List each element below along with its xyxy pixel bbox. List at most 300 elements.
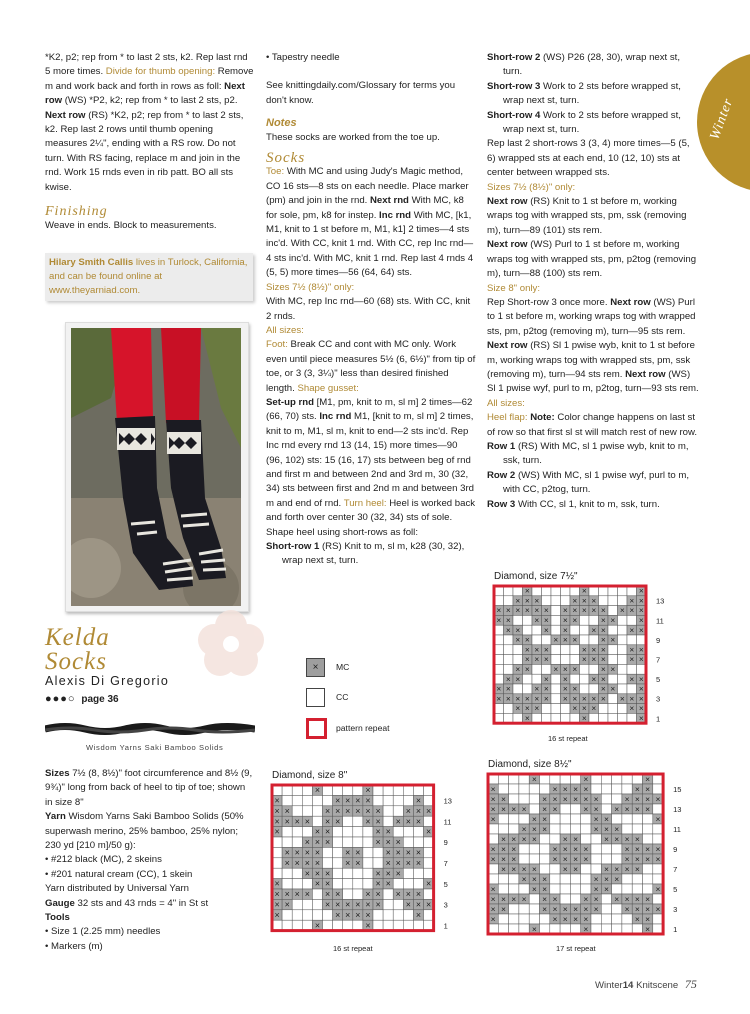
bio-box <box>45 253 253 301</box>
chart-cell-mark: × <box>490 803 496 814</box>
chart-cell <box>540 854 550 864</box>
chart-cell-mark: × <box>500 853 506 864</box>
chart-cell <box>601 784 611 794</box>
chart-cell-mark: × <box>591 673 597 684</box>
chart-cell-mark: × <box>521 863 527 874</box>
chart-cell-mark: × <box>583 803 589 814</box>
chart-cell-mark: × <box>515 605 521 616</box>
chart-cell-mark: × <box>542 813 548 824</box>
chart-cell <box>373 910 383 920</box>
chart-cell-mark: × <box>543 615 549 626</box>
chart-cell-mark: × <box>531 823 537 834</box>
column-3: Short-row 2 (WS) P26 (28, 30), wrap next st, turn. Short-row 3 Work to 2 sts before wrapped st, wrap next st, turn. Short-row 4 Work to 2 sts before wrapped st, wrap next st, turn. Rep last 2 short-rows 3 (3, 4) more times—5 (5, 6) wrapped sts at each end, 10 (12, 10) sts at center between wrapped sts. Sizes 7½ (8½)" only: Next row (RS) Knit to 1 st before m, working wraps tog with wrapped sts, pm, ssk (removing m), turn—89 (101) sts rem. Next row (WS) Purl to 1 st before m, working wraps tog with wrapped sts, pm, p2tog (removing m), turn—88 (100) sts rem. Size 8" only: Rep Short-row 3 once more. Next row (WS) Purl to 1 st before m, working wraps tog with wrapped sts, pm, p2tog (removing m), turn—95 sts rem. Next row (RS) Sl 1 pwise wyb, knit to 1 st before m, working wraps tog with wrapped sts, pm, ssk (removing m), turn—94 sts rem. Next row (WS) Sl 1 pwise wyf, purl to m, p2tog, turn—93 sts rem. All sizes: Heel flap: Note: Color change happens on last st of row so that first sl st will match rest of new row. Row 1 (RS) With MC, sl 1 pwise wyb, knit to m, ssk, turn. Row 2 (WS) With MC, sl 1 pwise wyf, purl to m, with CC, p2tog, turn. Row 3 With CC, sl 1, knit to m, ssk, turn. <box>487 52 699 510</box>
chart-cell <box>622 814 632 824</box>
chart-cell <box>333 837 343 847</box>
chart-cell-mark: × <box>591 595 597 606</box>
chart-cell <box>509 784 519 794</box>
chart-cell <box>653 914 663 924</box>
chart-cell <box>509 824 519 834</box>
chart-cell-mark: × <box>593 803 599 814</box>
chart-cell <box>589 615 599 625</box>
chart-cell <box>653 784 663 794</box>
chart-cell <box>383 806 393 816</box>
chart-cell <box>540 864 550 874</box>
chart-cell-mark: × <box>634 893 640 904</box>
season-tab <box>697 52 750 192</box>
chart-cell-mark: × <box>638 624 644 635</box>
chart-cell <box>529 784 539 794</box>
chart-cell-mark: × <box>552 783 558 794</box>
chart-cell-mark: × <box>614 803 620 814</box>
chart-cell <box>413 827 423 837</box>
chart-cell <box>643 864 653 874</box>
chart-cell-mark: × <box>534 693 540 704</box>
chart-cell <box>302 795 312 805</box>
chart-cell <box>513 645 523 655</box>
chart-cell-mark: × <box>619 693 625 704</box>
chart-cell-mark: × <box>314 837 321 848</box>
chart-cell <box>282 837 292 847</box>
chart-cell <box>353 879 363 889</box>
chart-cell-mark: × <box>553 634 559 645</box>
chart-cell <box>312 889 322 899</box>
chart-cell <box>343 879 353 889</box>
socks-heading: Socks <box>266 150 306 167</box>
chart-cell <box>424 858 434 868</box>
chart-cell-mark: × <box>638 654 644 665</box>
chart-cell-mark: × <box>531 923 537 934</box>
chart-cell-mark: × <box>335 899 341 910</box>
chart-cell-mark: × <box>314 857 321 868</box>
chart-cell-mark: × <box>415 909 422 920</box>
chart-cell <box>302 910 312 920</box>
chart-cell-mark: × <box>645 843 651 854</box>
chart-cell <box>532 674 542 684</box>
chart-cell-mark: × <box>593 813 599 824</box>
chart-cell <box>363 847 373 857</box>
chart-cell <box>413 868 423 878</box>
chart-cell-mark: × <box>583 843 589 854</box>
chart-cell-mark: × <box>645 803 651 814</box>
finishing-text: Weave in ends. Block to measurements. <box>45 220 217 232</box>
chart-cell-mark: × <box>624 863 630 874</box>
chart-cell <box>509 794 519 804</box>
chart-cell <box>632 814 642 824</box>
chart-cell-mark: × <box>624 853 630 864</box>
chart-cell <box>509 914 519 924</box>
chart-cell <box>292 920 302 930</box>
chart-cell-mark: × <box>490 893 496 904</box>
chart-cell-mark: × <box>375 868 381 879</box>
chart-cell <box>570 884 580 894</box>
chart-cell <box>519 794 529 804</box>
chart-cell-mark: × <box>294 816 300 827</box>
chart-cell-mark: × <box>629 595 635 606</box>
chart-cell-mark: × <box>645 923 651 934</box>
chart-cell-mark: × <box>655 793 661 804</box>
chart-cell <box>523 625 533 635</box>
chart-cell <box>601 854 611 864</box>
chart-cell-mark: × <box>395 857 401 868</box>
chart-cell-mark: × <box>624 793 630 804</box>
chart-cell-mark: × <box>638 605 644 616</box>
chart-cell <box>532 635 542 645</box>
chart-cell <box>383 785 393 795</box>
chart-cell <box>272 837 282 847</box>
chart-cell-mark: × <box>562 903 568 914</box>
chart-cell-mark: × <box>624 903 630 914</box>
chart-cell-mark: × <box>552 853 558 864</box>
chart-cell <box>618 596 628 606</box>
chart-cell-mark: × <box>385 826 391 837</box>
chart-cell-mark: × <box>600 654 606 665</box>
chart-cell <box>504 645 514 655</box>
chart-cell <box>551 625 561 635</box>
chart-cell <box>488 824 498 834</box>
chart-cell <box>353 889 363 899</box>
chart-cell-mark: × <box>515 664 521 675</box>
chart-cell-mark: × <box>345 899 351 910</box>
materials: Sizes 7½ (8, 8½)" foot circumference and 8½ (9, 9¾)" long from back of heel to tip of toe; shown in size 8" Yarn Wisdom Yarns Saki Bamboo Solids (50% superwash merino, 25% bamboo, 25% nylon; 230 yd [210 m]/50 g): • #212 black (MC), 2 skeins • #201 natural cream (CC), 1 skein Yarn distributed by Universal Yarn Gauge 32 sts and 43 rnds = 4" in St st Tools • Size 1 (2.25 mm) needles • Markers (m) <box>45 768 253 952</box>
chart-cell-mark: × <box>304 847 310 858</box>
chart-cell-mark: × <box>496 615 502 626</box>
intro-paragraph: *K2, p2; rep from * to last 2 sts, k2. Rep last rnd 5 more times. Divide for thumb opening: Remove m and work back and forth in rows as foll: Next row (WS) *P2, k2; rep from * to last 2 sts, p2. Next row (RS) *K2, p2; rep from * to last 2 sts, k2. Rep last 2 rows until thumb opening measures 2¼", ending with a RS row. Do not turn. With RS facing, replace m and join in the rnd. Work 15 rnds even in rib patt. BO all sts kwise. <box>45 52 254 193</box>
chart-cell-mark: × <box>534 644 540 655</box>
chart-cell <box>622 914 632 924</box>
chart-cell-mark: × <box>534 654 540 665</box>
chart-cell-mark: × <box>415 847 422 858</box>
chart-cell <box>542 596 552 606</box>
chart-cell-mark: × <box>624 843 630 854</box>
chart-cell-mark: × <box>600 624 606 635</box>
chart-cell <box>627 664 637 674</box>
chart-cell-mark: × <box>314 878 321 889</box>
chart-cell <box>532 625 542 635</box>
chart-cell <box>373 920 383 930</box>
chart-cell-mark: × <box>543 693 549 704</box>
chart-cell <box>498 914 508 924</box>
chart-cell-mark: × <box>335 816 341 827</box>
chart-cell-mark: × <box>405 857 411 868</box>
chart-cell-mark: × <box>521 803 527 814</box>
chart-cell-mark: × <box>500 843 506 854</box>
chart-cell <box>509 904 519 914</box>
chart-cell-mark: × <box>645 773 651 784</box>
chart-cell <box>282 879 292 889</box>
chart-cell <box>551 674 561 684</box>
sock-photo <box>71 328 241 606</box>
chart-cell-mark: × <box>405 816 411 827</box>
chart-cell-mark: × <box>345 857 351 868</box>
chart-cell-mark: × <box>314 826 321 837</box>
chart-cell-mark: × <box>496 605 502 616</box>
chart-cell <box>403 827 413 837</box>
chart-cell-mark: × <box>600 664 606 675</box>
chart-cell-mark: × <box>534 683 540 694</box>
chart-cell <box>323 858 333 868</box>
chart-cell <box>519 884 529 894</box>
chart-cell <box>353 816 363 826</box>
chart-cell-mark: × <box>531 883 537 894</box>
chart-cell <box>413 837 423 847</box>
chart-cell <box>540 834 550 844</box>
chart-cell <box>570 674 580 684</box>
chart-cell <box>393 910 403 920</box>
chart-cell-mark: × <box>591 654 597 665</box>
chart-cell-mark: × <box>515 624 521 635</box>
chart-cell <box>618 615 628 625</box>
chart-cell-mark: × <box>638 713 644 724</box>
chart-cell-mark: × <box>562 913 568 924</box>
chart-cell <box>589 635 599 645</box>
chart-cell <box>498 874 508 884</box>
chart-cell <box>560 894 570 904</box>
chart-cell-mark: × <box>490 903 496 914</box>
chart-cell-mark: × <box>515 634 521 645</box>
chart-cell-mark: × <box>274 795 280 806</box>
chart-cell-mark: × <box>552 893 558 904</box>
chart-cell <box>618 645 628 655</box>
chart-cell <box>608 596 618 606</box>
chart-cell-mark: × <box>324 826 331 837</box>
chart-cell <box>292 879 302 889</box>
chart-cell <box>424 868 434 878</box>
chart-cell <box>302 879 312 889</box>
chart-cell <box>618 664 628 674</box>
chart-cell-mark: × <box>324 805 331 816</box>
chart-cell-mark: × <box>603 883 609 894</box>
flower-decoration <box>186 598 276 688</box>
chart-cell <box>312 910 322 920</box>
chart-cell-mark: × <box>355 857 361 868</box>
chart-cell <box>343 827 353 837</box>
chart-cell-mark: × <box>521 823 527 834</box>
chart-cell-mark: × <box>415 899 422 910</box>
chart-cell <box>632 874 642 884</box>
chart-cell <box>643 834 653 844</box>
chart-cell <box>363 858 373 868</box>
chart-cell-mark: × <box>600 693 606 704</box>
chart-cell-mark: × <box>314 847 321 858</box>
chart-cell-mark: × <box>511 833 517 844</box>
chart-cell-mark: × <box>638 673 644 684</box>
chart-cell <box>519 914 529 924</box>
chart-row-label: 5 <box>443 879 448 889</box>
chart-cell-mark: × <box>314 920 321 931</box>
chart-cell <box>509 814 519 824</box>
chart-cell-mark: × <box>593 823 599 834</box>
chart-cell <box>601 804 611 814</box>
difficulty-rating <box>45 692 119 707</box>
chart-cell <box>618 635 628 645</box>
chart-diamond-8-5 <box>486 772 698 938</box>
chart-cell-mark: × <box>511 853 517 864</box>
chart-cell <box>282 910 292 920</box>
chart-cell-mark: × <box>425 826 432 837</box>
chart-cell-mark: × <box>634 833 640 844</box>
chart-cell <box>643 824 653 834</box>
chart-cell <box>643 814 653 824</box>
chart-cell-mark: × <box>294 889 300 900</box>
chart-cell <box>580 664 590 674</box>
chart-cell-mark: × <box>603 873 609 884</box>
chart-cell-mark: × <box>542 803 548 814</box>
chart-cell-mark: × <box>614 893 620 904</box>
page-reference[interactable]: page 36 <box>81 694 119 705</box>
chart-cell <box>632 884 642 894</box>
chart-cell <box>323 785 333 795</box>
chart-cell-mark: × <box>515 703 521 714</box>
chart-cell <box>333 785 343 795</box>
chart-cell <box>570 874 580 884</box>
chart-cell-mark: × <box>304 816 310 827</box>
chart-cell-mark: × <box>581 693 587 704</box>
chart-cell <box>312 899 322 909</box>
chart-cell-mark: × <box>562 863 568 874</box>
chart-cell <box>529 854 539 864</box>
chart-cell <box>353 868 363 878</box>
chart-cell <box>363 879 373 889</box>
chart-cell <box>561 704 571 714</box>
chart-cell-mark: × <box>500 863 506 874</box>
chart-cell-mark: × <box>505 624 511 635</box>
chart-cell <box>570 814 580 824</box>
chart-cell <box>523 615 533 625</box>
chart-cell <box>570 804 580 814</box>
chart-cell <box>282 795 292 805</box>
chart-cell-mark: × <box>405 889 411 900</box>
chart-cell <box>618 704 628 714</box>
difficulty-dots: ●●●○ <box>45 693 76 705</box>
chart-row-label: 1 <box>443 921 448 931</box>
chart-cell-mark: × <box>655 853 661 864</box>
chart-cell <box>403 910 413 920</box>
chart-cell <box>403 785 413 795</box>
chart-cell-mark: × <box>562 783 568 794</box>
chart-cell-mark: × <box>521 893 527 904</box>
chart-cell <box>612 914 622 924</box>
chart-cell <box>383 816 393 826</box>
chart-1-repeat: 16 st repeat <box>548 734 588 743</box>
chart-cell-mark: × <box>335 805 341 816</box>
chart-cell-mark: × <box>490 853 496 864</box>
legend-mc: × MC <box>306 656 426 684</box>
chart-cell <box>363 837 373 847</box>
chart-cell <box>570 655 580 665</box>
chart-cell-mark: × <box>634 903 640 914</box>
chart-cell-mark: × <box>562 664 568 675</box>
chart-cell-mark: × <box>274 878 280 889</box>
chart-cell-mark: × <box>583 773 589 784</box>
chart-cell-mark: × <box>505 605 511 616</box>
chart-cell <box>653 894 663 904</box>
chart-cell-mark: × <box>634 793 640 804</box>
chart-cell <box>612 784 622 794</box>
chart-cell <box>488 874 498 884</box>
chart-cell-mark: × <box>375 816 381 827</box>
chart-cell <box>424 847 434 857</box>
chart-cell <box>550 874 560 884</box>
chart-cell-mark: × <box>655 813 661 824</box>
chart-cell-mark: × <box>425 899 432 910</box>
chart-cell-mark: × <box>572 683 578 694</box>
legend-repeat: pattern repeat <box>306 716 426 744</box>
chart-row-label: 15 <box>673 785 682 794</box>
chart-cell-mark: × <box>573 843 579 854</box>
chart-cell <box>292 837 302 847</box>
chart-cell-mark: × <box>274 826 280 837</box>
chart-cell <box>393 920 403 930</box>
chart-cell-mark: × <box>634 803 640 814</box>
chart-cell-mark: × <box>638 703 644 714</box>
chart-diamond-8 <box>270 783 464 938</box>
chart-cell-mark: × <box>511 863 517 874</box>
chart-cell-mark: × <box>610 634 616 645</box>
chart-cell-mark: × <box>521 873 527 884</box>
chart-cell-mark: × <box>365 920 371 931</box>
chart-cell <box>363 868 373 878</box>
chart-cell-mark: × <box>524 693 530 704</box>
chart-cell-mark: × <box>581 644 587 655</box>
chart-cell <box>333 920 343 930</box>
chart-cell <box>292 795 302 805</box>
chart-cell <box>653 824 663 834</box>
chart-3-title: Diamond, size 8½" <box>488 759 572 770</box>
chart-cell-mark: × <box>572 605 578 616</box>
chart-cell <box>561 645 571 655</box>
chart-row-label: 3 <box>673 905 678 914</box>
chart-cell-mark: × <box>614 873 620 884</box>
chart-cell <box>513 684 523 694</box>
column-1 <box>45 51 255 234</box>
chart-cell <box>618 674 628 684</box>
bio-name: Hilary Smith Callis <box>49 257 134 268</box>
chart-cell <box>601 914 611 924</box>
chart-cell-mark: × <box>562 833 568 844</box>
chart-cell-mark: × <box>511 843 517 854</box>
chart-cell-mark: × <box>624 803 630 814</box>
chart-cell-mark: × <box>573 783 579 794</box>
chart-cell <box>627 635 637 645</box>
chart-cell <box>383 899 393 909</box>
chart-cell-mark: × <box>619 605 625 616</box>
chart-cell <box>272 868 282 878</box>
chart-cell-mark: × <box>375 878 381 889</box>
chart-cell <box>550 864 560 874</box>
chart-cell-mark: × <box>572 664 578 675</box>
chart-cell-mark: × <box>624 833 630 844</box>
chart-cell <box>504 655 514 665</box>
chart-cell <box>509 874 519 884</box>
chart-cell-mark: × <box>284 805 290 816</box>
chart-cell <box>580 684 590 694</box>
chart-cell <box>653 864 663 874</box>
chart-row-label: 7 <box>443 859 448 868</box>
chart-cell <box>529 844 539 854</box>
chart-cell <box>424 889 434 899</box>
chart-cell <box>601 894 611 904</box>
chart-cell <box>424 920 434 930</box>
chart-cell-mark: × <box>500 833 506 844</box>
bio-text[interactable]: lives in Turlock, California, and can be found online at www.theyarniad.com. <box>49 257 248 296</box>
chart-cell-mark: × <box>600 673 606 684</box>
chart-cell-mark: × <box>583 853 589 864</box>
chart-cell <box>513 655 523 665</box>
chart-cell-mark: × <box>365 889 371 900</box>
chart-cell <box>292 785 302 795</box>
designer-name: Alexis Di Gregorio <box>45 674 170 688</box>
chart-cell-mark: × <box>345 795 351 806</box>
